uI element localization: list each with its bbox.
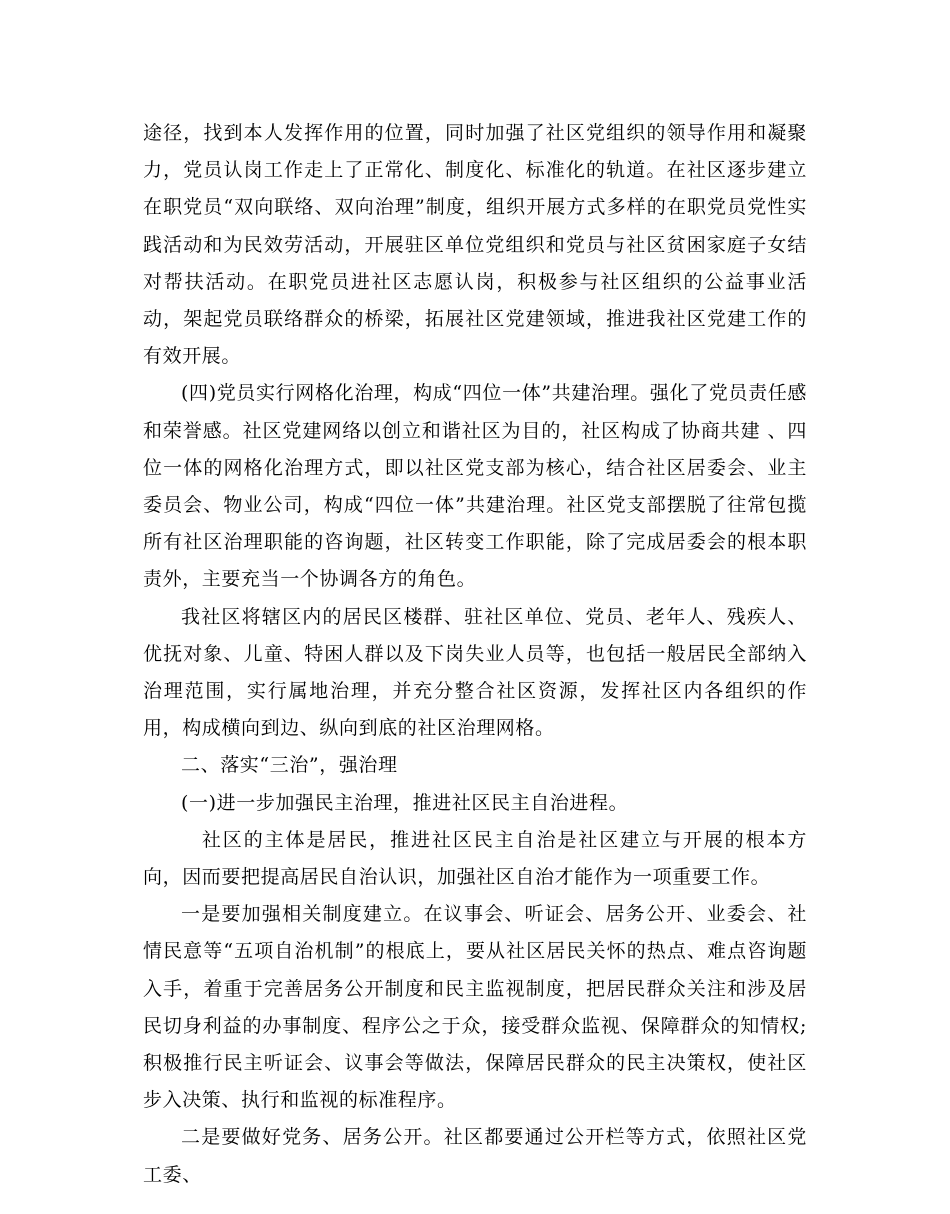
paragraph-1: 途径，找到本人发挥作用的位置，同时加强了社区党组织的领导作用和凝聚力，党员认岗工作走上了正常化、制度化、标准化的轨道。在社区逐步建立在职党员“双向联络、双向治理”制度，组织开展方式多样的在职党员党性实践活动和为民效劳活动，开展驻区单位党组织和党员与社区贫困家庭子女结对帮扶活动。在职党员进社区志愿认岗，积极参与社区组织的公益事业活动，架起党员联络群众的桥梁，拓展社区党建领域，推进我社区党建工作的有效开展。 bbox=[143, 122, 807, 368]
document-body bbox=[143, 115, 807, 1194]
paragraph-6: 二是要做好党务、居务公开。社区都要通过公开栏等方式，依照社区党工委、 bbox=[143, 1126, 807, 1186]
paragraph-2: (四)党员实行网格化治理，构成“四位一体”共建治理。强化了党员责任感和荣誉感。社区党建网络以创立和谐社区为目的，社区构成了协商共建 、四位一体的网格化治理方式，即以社区党支部为核心，结合社区居委会、业主委员会、物业公司，构成“四位一体”共建治理。社区党支部摆脱了往常包揽所有社区治理职能的咨询题，社区转变工作职能，除了完成居委会的根本职责外，主要充当一个协调各方的角色。 bbox=[143, 382, 807, 591]
paragraph-5: 一是要加强相关制度建立。在议事会、听证会、居务公开、业委会、社情民意等“五项自治机制”的根底上，要从社区居民关怀的热点、难点咨询题入手，着重于完善居务公开制度和民主监视制度，把居民群众关注和涉及居民切身利益的办事制度、程序公之于众，接受群众监视、保障群众的知情权;积极推行民主听证会、议事会等做法，保障居民群众的民主决策权，使社区步入决策、执行和监视的标准程序。 bbox=[143, 903, 807, 1112]
paragraph-3: 我社区将辖区内的居民区楼群、驻社区单位、党员、老年人、残疾人、优抚对象、儿童、特困人群以及下岗失业人员等，也包括一般居民全部纳入治理范围，实行属地治理，并充分整合社区资源，发挥社区内各组织的作用，构成横向到边、纵向到底的社区治理网格。 bbox=[143, 605, 807, 740]
section-heading: 二、落实“三治”，强治理 bbox=[181, 754, 398, 777]
subsection-heading: (一)进一步加强民主治理，推进社区民主自治进程。 bbox=[181, 791, 629, 814]
paragraph-4: 社区的主体是居民，推进社区民主自治是社区建立与开展的根本方向，因而要把提高居民自治认识，加强社区自治才能作为一项重要工作。 bbox=[143, 828, 807, 889]
